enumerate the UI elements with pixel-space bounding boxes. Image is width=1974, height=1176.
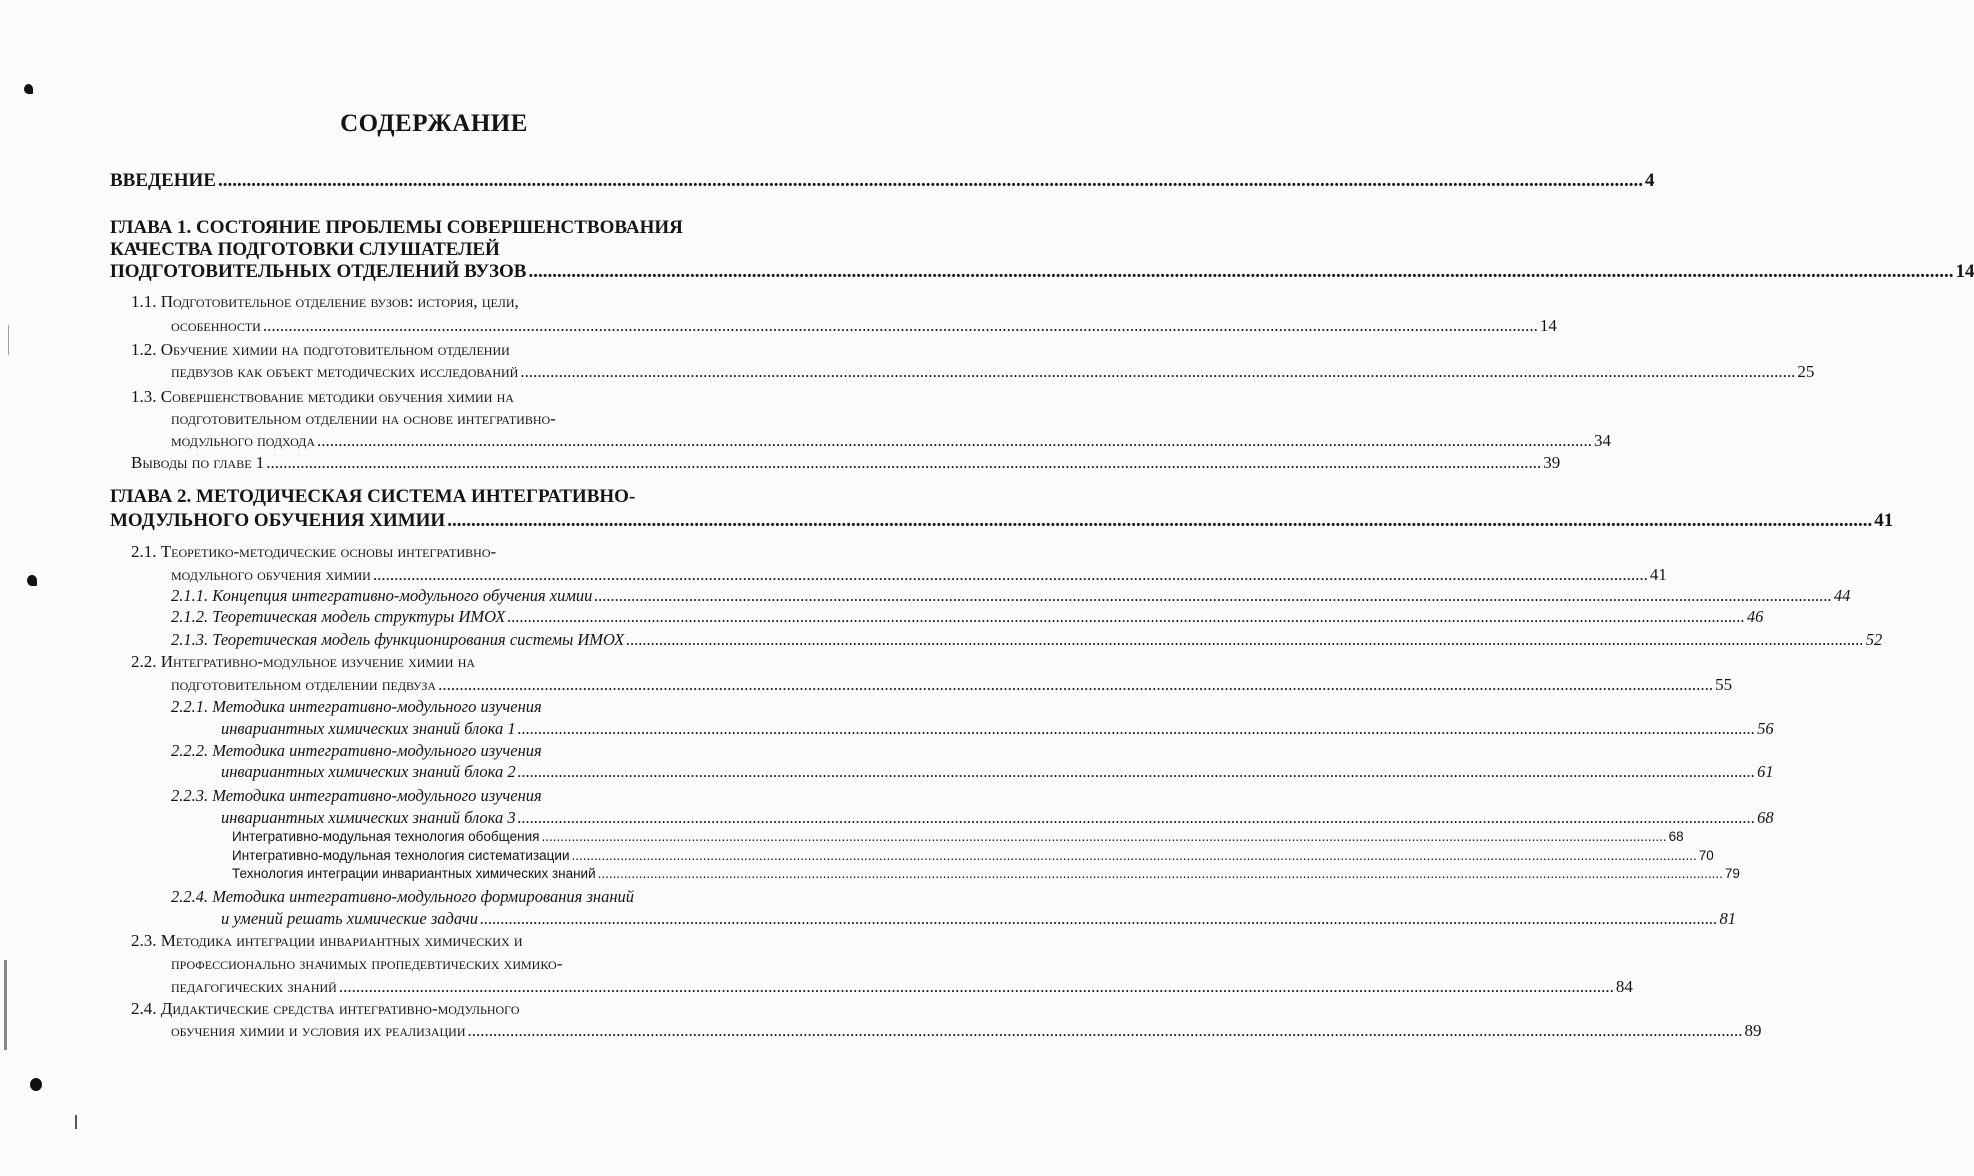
toc-entry-line bbox=[171, 975, 1633, 999]
toc-entry-text: ГЛАВА 1. СОСТОЯНИЕ ПРОБЛЕМЫ СОВЕРШЕНСТВОВАНИЯ bbox=[110, 217, 683, 238]
toc-entry-text: инвариантных химических знаний блока 3 bbox=[221, 808, 516, 827]
toc-entry-line bbox=[171, 628, 1883, 652]
toc-entry-text: инвариантных химических знаний блока 1 bbox=[221, 719, 516, 738]
toc-entry-line bbox=[131, 540, 760, 564]
toc-page-number: 70 bbox=[1698, 848, 1714, 863]
toc-entry-line bbox=[131, 290, 760, 314]
toc-entry-text: 2.3. Методика интеграции инвариантных химических и bbox=[131, 931, 523, 950]
toc-entry-line bbox=[110, 509, 1894, 533]
dot-leader: ............................................................................................................................................................................................................................................................................................................ bbox=[262, 316, 1538, 335]
scan-mark-icon bbox=[30, 1078, 42, 1091]
toc-entry-text: 2.2.1. Методика интегративно-модульного изучения bbox=[171, 697, 542, 716]
toc-entry-line bbox=[110, 238, 760, 262]
dot-leader: ............................................................................................................................................................................................................................................................................................................ bbox=[317, 431, 1593, 450]
toc-page-number: 79 bbox=[1724, 866, 1740, 881]
toc-entry-text: ГЛАВА 2. МЕТОДИЧЕСКАЯ СИСТЕМА ИНТЕГРАТИВНО- bbox=[110, 486, 636, 507]
toc-entry-line bbox=[171, 429, 1612, 453]
toc-entry-line bbox=[171, 885, 760, 909]
toc-page-number: 41 bbox=[1649, 565, 1667, 584]
toc-entry-text: профессионально значимых пропедевтических химико- bbox=[171, 954, 563, 973]
toc-entry-line bbox=[221, 760, 1774, 784]
toc-entry-text: Интегративно-модульная технология систематизации bbox=[232, 848, 570, 863]
toc-entry-line bbox=[131, 451, 1561, 475]
toc-entry-text: Интегративно-модульная технология обобщения bbox=[232, 829, 540, 844]
dot-leader: ............................................................................................................................................................................................................................................................................................................ bbox=[626, 630, 1864, 649]
toc-entry-line bbox=[110, 169, 1655, 193]
toc-entry-line bbox=[171, 314, 1557, 338]
dot-leader: ............................................................................................................................................................................................................................................................................................................ bbox=[447, 510, 1873, 531]
scan-edge-icon bbox=[8, 325, 9, 355]
toc-entry-line bbox=[171, 784, 760, 808]
toc-page-number: 68 bbox=[1757, 808, 1774, 827]
toc-page-number: 41 bbox=[1874, 510, 1894, 531]
toc-page-number: 68 bbox=[1668, 829, 1684, 844]
toc-entry-text: 2.2.4. Методика интегративно-модульного формирования знаний bbox=[171, 887, 635, 906]
dot-leader: ............................................................................................................................................................................................................................................................................................................ bbox=[517, 719, 1756, 738]
toc-page-number: 56 bbox=[1757, 719, 1774, 738]
dot-leader: ............................................................................................................................................................................................................................................................................................................ bbox=[528, 261, 1954, 282]
toc-entry-line bbox=[110, 216, 760, 240]
toc-entry-text: модульного подхода bbox=[171, 431, 316, 450]
dot-leader: ............................................................................................................................................................................................................................................................................................................ bbox=[571, 848, 1697, 863]
toc-entry-line bbox=[131, 929, 760, 953]
toc-page-number: 52 bbox=[1865, 630, 1883, 649]
toc-entry-text: подготовительном отделении на основе интегративно- bbox=[171, 409, 556, 428]
toc-page-number: 34 bbox=[1594, 431, 1612, 450]
toc-entry-line bbox=[110, 485, 760, 509]
toc-entry-text: 2.1.3. Теоретическая модель функционирования системы ИМОХ bbox=[171, 630, 625, 649]
toc-page-number: 61 bbox=[1757, 762, 1774, 781]
scan-edge-icon bbox=[4, 960, 7, 1050]
toc-entry-text: 2.2.2. Методика интегративно-модульного изучения bbox=[171, 741, 542, 760]
toc-entry-text: педагогических знаний bbox=[171, 977, 337, 996]
dot-leader: ............................................................................................................................................................................................................................................................................................................ bbox=[507, 607, 1745, 626]
toc-entry-text: и умений решать химические задачи bbox=[221, 909, 479, 928]
toc-entry-text: педвузов как объект методических исследований bbox=[171, 362, 519, 381]
toc-page-number: 4 bbox=[1645, 170, 1655, 191]
toc-entry-text: 1.2. Обучение химии на подготовительном отделении bbox=[131, 340, 510, 359]
dot-leader: ............................................................................................................................................................................................................................................................................................................ bbox=[517, 762, 1756, 781]
toc-page-number: 44 bbox=[1833, 586, 1851, 605]
toc-page-number: 84 bbox=[1615, 977, 1633, 996]
toc-entry-text: особенности bbox=[171, 316, 261, 335]
dot-leader: ............................................................................................................................................................................................................................................................................................................ bbox=[517, 808, 1756, 827]
toc-page-number: 81 bbox=[1719, 909, 1737, 928]
toc-entry-text: инвариантных химических знаний блока 2 bbox=[221, 762, 516, 781]
toc-page-number: 89 bbox=[1744, 1021, 1762, 1040]
toc-entry-text: 2.2.3. Методика интегративно-модульного изучения bbox=[171, 786, 542, 805]
toc-page-number: 14 bbox=[1539, 316, 1557, 335]
dot-leader: ............................................................................................................................................................................................................................................................................................................ bbox=[338, 977, 1614, 996]
toc-entry-line bbox=[221, 907, 1737, 931]
toc-entry-text: Технология интеграции инвариантных химических знаний bbox=[232, 866, 596, 881]
toc-entry-line bbox=[221, 717, 1774, 741]
toc-entry-line bbox=[171, 1019, 1762, 1043]
toc-entry-line bbox=[131, 385, 760, 409]
toc-entry-text: ВВЕДЕНИЕ bbox=[110, 170, 216, 191]
scan-edge-icon bbox=[75, 1115, 77, 1129]
dot-leader: ............................................................................................................................................................................................................................................................................................................ bbox=[438, 675, 1714, 694]
page-title: СОДЕРЖАНИЕ bbox=[340, 110, 528, 137]
toc-entry-line bbox=[171, 605, 1764, 629]
toc-entry-text: МОДУЛЬНОГО ОБУЧЕНИЯ ХИМИИ bbox=[110, 510, 446, 531]
toc-entry-text: 2.1.2. Теоретическая модель структуры ИМОХ bbox=[171, 607, 506, 626]
dot-leader: ............................................................................................................................................................................................................................................................................................................ bbox=[520, 362, 1796, 381]
toc-entry-text: 2.2. Интегративно-модульное изучение химии на bbox=[131, 652, 476, 671]
toc-entry-line bbox=[131, 338, 760, 362]
toc-page-number: 55 bbox=[1715, 675, 1733, 694]
dot-leader: ............................................................................................................................................................................................................................................................................................................ bbox=[266, 453, 1542, 472]
toc-entry-text: КАЧЕСТВА ПОДГОТОВКИ СЛУШАТЕЛЕЙ bbox=[110, 239, 500, 260]
dot-leader: ............................................................................................................................................................................................................................................................................................................ bbox=[467, 1021, 1743, 1040]
toc-entry-text: 1.3. Совершенствование методики обучения химии на bbox=[131, 387, 514, 406]
toc-entry-text: подготовительном отделении педвуза bbox=[171, 675, 437, 694]
toc-entry-line bbox=[171, 407, 760, 431]
toc-entry-text: 1.1. Подготовительное отделение вузов: история, цели, bbox=[131, 292, 519, 311]
dot-leader: ............................................................................................................................................................................................................................................................................................................ bbox=[597, 866, 1723, 881]
toc-page-number: 39 bbox=[1543, 453, 1561, 472]
toc-entry-line bbox=[110, 260, 1974, 284]
toc-page-number: 25 bbox=[1797, 362, 1815, 381]
toc-entry-line bbox=[171, 695, 760, 719]
toc-page-number: 14 bbox=[1955, 261, 1974, 282]
scan-mark-icon bbox=[27, 575, 37, 586]
toc-entry-line bbox=[232, 862, 1740, 886]
toc-entry-line bbox=[171, 360, 1815, 384]
dot-leader: ............................................................................................................................................................................................................................................................................................................ bbox=[218, 170, 1643, 191]
toc-entry-text: ПОДГОТОВИТЕЛЬНЫХ ОТДЕЛЕНИЙ ВУЗОВ bbox=[110, 261, 527, 282]
toc-entry-line bbox=[171, 952, 760, 976]
toc-entry-text: модульного обучения химии bbox=[171, 565, 371, 584]
dot-leader: ............................................................................................................................................................................................................................................................................................................ bbox=[594, 586, 1832, 605]
dot-leader: ............................................................................................................................................................................................................................................................................................................ bbox=[541, 829, 1667, 844]
toc-entry-line bbox=[171, 673, 1733, 697]
toc-entry-line bbox=[131, 650, 760, 674]
toc-entry-text: 2.1. Теоретико-методические основы интегративно- bbox=[131, 542, 497, 561]
toc-page-number: 46 bbox=[1746, 607, 1764, 626]
toc-entry-text: обучения химии и условия их реализации bbox=[171, 1021, 466, 1040]
toc-entry-text: 2.4. Дидактические средства интегративно-модульного bbox=[131, 999, 520, 1018]
dot-leader: ............................................................................................................................................................................................................................................................................................................ bbox=[372, 565, 1648, 584]
toc-entry-text: Выводы по главе 1 bbox=[131, 453, 265, 472]
scan-mark-icon bbox=[24, 84, 33, 94]
dot-leader: ............................................................................................................................................................................................................................................................................................................ bbox=[480, 909, 1718, 928]
toc-entry-text: 2.1.1. Концепция интегративно-модульного обучения химии bbox=[171, 586, 593, 605]
toc-entry-line bbox=[131, 997, 760, 1021]
